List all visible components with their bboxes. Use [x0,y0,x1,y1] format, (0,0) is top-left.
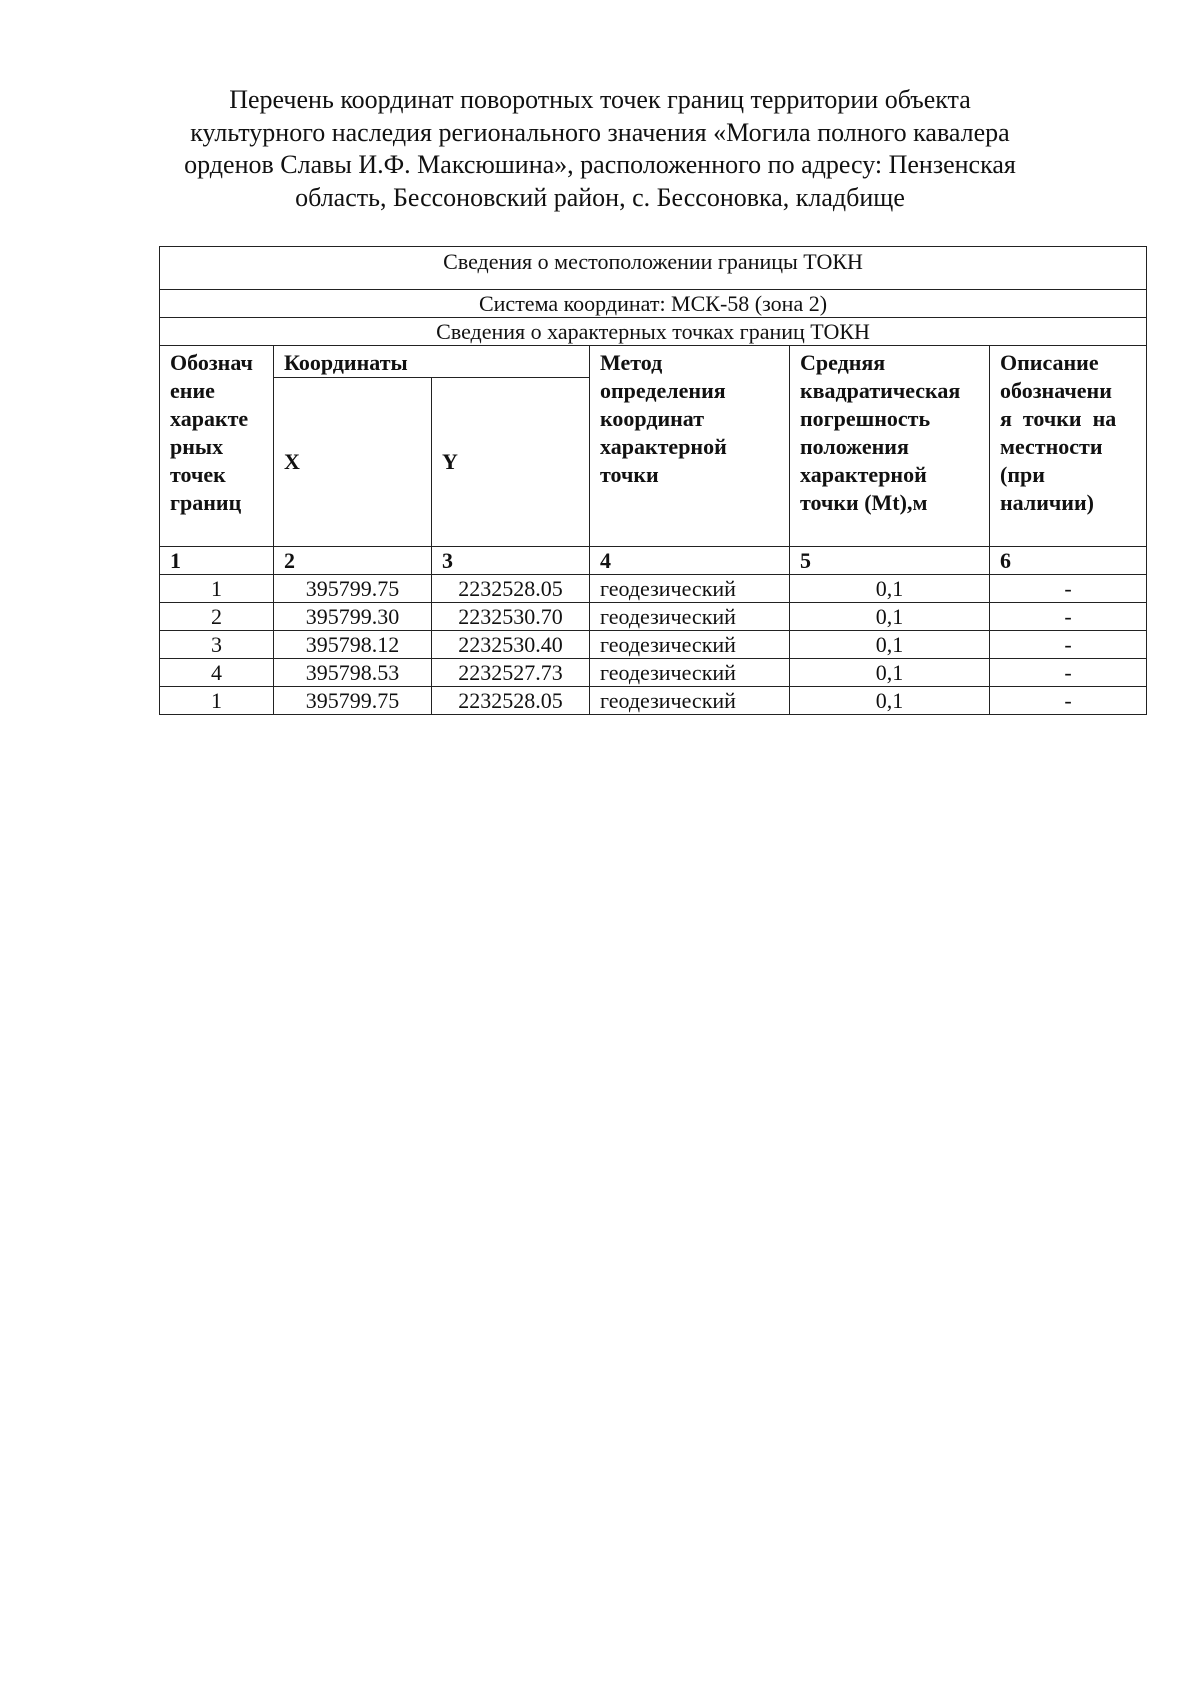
header-designation: Обознач ение характе рных точек границ [160,346,274,547]
cell-x: 395799.75 [274,687,432,715]
header-error: Средняя квадратическая погрешность положения характерной точки (Mt),м [790,346,990,547]
table-row [160,575,1147,603]
column-number: 2 [274,547,432,575]
table-row [160,603,1147,631]
cell-y: 2232528.05 [432,575,590,603]
cell-x: 395798.12 [274,631,432,659]
column-numbers-row [160,547,1147,575]
cell-y: 2232530.40 [432,631,590,659]
cell-method: геодезический [590,659,790,687]
header-coordinates: Координаты [274,346,590,378]
document-title [150,84,1050,214]
title-line: Перечень координат поворотных точек границ территории объекта [229,85,971,114]
cell-x: 395798.53 [274,659,432,687]
cell-method: геодезический [590,603,790,631]
table-row [160,659,1147,687]
table-info-row [160,318,1147,346]
column-number: 5 [790,547,990,575]
header-description: Описание обозначени я точки на местности (при наличии) [990,346,1147,547]
cell-method: геодезический [590,687,790,715]
column-number: 3 [432,547,590,575]
cell-description: - [990,575,1147,603]
cell-x: 395799.30 [274,603,432,631]
cell-error: 0,1 [790,575,990,603]
cell-error: 0,1 [790,631,990,659]
coordinate-system-heading: Система координат: МСК-58 (зона 2) [160,290,1147,318]
title-line: область, Бессоновский район, с. Бессоновка, кладбище [295,182,905,212]
title-line: культурного наследия регионального значения «Могила полного кавалера [190,117,1010,147]
column-number: 1 [160,547,274,575]
title-line: орденов Славы И.Ф. Максюшина», расположенного по адресу: Пензенская [184,150,1016,179]
cell-method: геодезический [590,575,790,603]
cell-y: 2232527.73 [432,659,590,687]
cell-point: 1 [160,575,274,603]
cell-error: 0,1 [790,659,990,687]
header-x: X [274,378,432,547]
cell-y: 2232528.05 [432,687,590,715]
cell-description: - [990,659,1147,687]
table-row [160,631,1147,659]
cell-method: геодезический [590,631,790,659]
cell-description: - [990,603,1147,631]
column-number: 4 [590,547,790,575]
cell-y: 2232530.70 [432,603,590,631]
cell-error: 0,1 [790,603,990,631]
header-y: Y [432,378,590,547]
table-info-row [160,290,1147,318]
table-info-row [160,247,1147,290]
characteristic-points-heading: Сведения о характерных точках границ ТОКН [160,318,1147,346]
coordinates-table [159,246,1147,715]
cell-description: - [990,687,1147,715]
column-number: 6 [990,547,1147,575]
cell-error: 0,1 [790,687,990,715]
cell-description: - [990,631,1147,659]
cell-x: 395799.75 [274,575,432,603]
cell-point: 2 [160,603,274,631]
table-row [160,687,1147,715]
cell-point: 3 [160,631,274,659]
boundary-location-heading: Сведения о местоположении границы ТОКН [160,247,1147,290]
table-header-row [160,346,1147,378]
header-method: Метод определения координат характерной точки [590,346,790,547]
cell-point: 1 [160,687,274,715]
cell-point: 4 [160,659,274,687]
